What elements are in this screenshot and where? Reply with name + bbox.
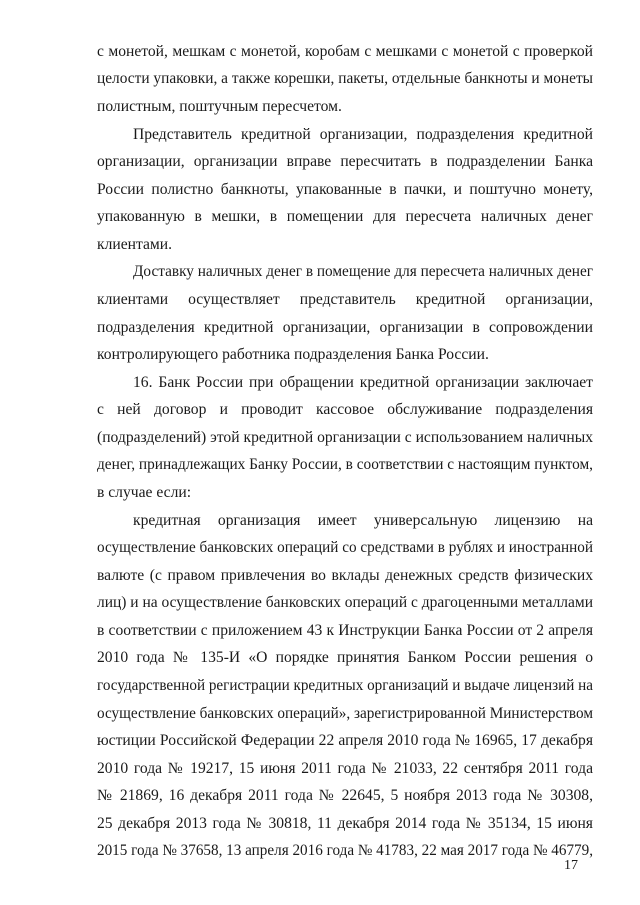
text-line: с ней договор и проводит кассовое обслуживание подразделения bbox=[97, 401, 593, 418]
text-line: денег, принадлежащих Банку России, в соответствии с настоящим пунктом, bbox=[97, 456, 594, 473]
text-line: 2010 года № 135-И «О порядке принятия Банком России решения о bbox=[97, 649, 593, 666]
text-line: 16. Банк России при обращении кредитной организации заключает bbox=[133, 374, 593, 391]
text-line: лиц) и на осуществление банковских операций с драгоценными металлами bbox=[97, 594, 593, 611]
text-line: 2010 года № 19217, 15 июня 2011 года № 21033, 22 сентября 2011 года bbox=[97, 760, 593, 777]
text-line: упакованную в мешки, в помещении для пересчета наличных денег bbox=[97, 208, 593, 225]
text-line: 25 декабря 2013 года № 30818, 11 декабря 2014 года № 35134, 15 июня bbox=[97, 815, 593, 832]
page-number: 17 bbox=[564, 858, 578, 873]
text-line: организации, организации вправе пересчитать в подразделении Банка bbox=[97, 153, 593, 170]
text-line: валюте (с правом привлечения во вклады денежных средств физических bbox=[97, 567, 593, 584]
text-line: кредитная организация имеет универсальную лицензию на bbox=[133, 512, 593, 529]
text-line: № 21869, 16 декабря 2011 года № 22645, 5 ноября 2013 года № 30308, bbox=[97, 787, 593, 804]
text-line: России полистно банкноты, упакованные в пачки, и поштучно монету, bbox=[97, 181, 593, 198]
text-line: (подразделений) этой кредитной организации с использованием наличных bbox=[97, 429, 593, 446]
text-line: 2015 года № 37658, 13 апреля 2016 года № 41783, 22 мая 2017 года № 46779, bbox=[97, 842, 594, 859]
text-line: осуществление банковских операций со средствами в рублях и иностранной bbox=[97, 539, 594, 556]
text-line: контролирующего работника подразделения Банка России. bbox=[97, 346, 489, 363]
text-line: подразделения кредитной организации, организации в сопровождении bbox=[97, 319, 593, 336]
text-line: клиентами. bbox=[97, 236, 173, 253]
text-line: Доставку наличных денег в помещение для пересчета наличных денег bbox=[133, 263, 594, 280]
text-line: клиентами осуществляет представитель кредитной организации, bbox=[97, 291, 593, 308]
text-line: в случае если: bbox=[97, 484, 192, 501]
text-line: в соответствии с приложением 43 к Инструкции Банка России от 2 апреля bbox=[97, 622, 593, 639]
text-line: юстиции Российской Федерации 22 апреля 2010 года № 16965, 17 декабря bbox=[97, 732, 593, 749]
text-line: осуществление банковских операций», зарегистрированной Министерством bbox=[97, 705, 593, 722]
text-line: с монетой, мешкам с монетой, коробам с мешками с монетой с проверкой bbox=[97, 43, 593, 60]
text-line: Представитель кредитной организации, подразделения кредитной bbox=[133, 126, 593, 143]
text-line: целости упаковки, а также корешки, пакеты, отдельные банкноты и монеты bbox=[97, 70, 594, 87]
text-line: полистным, поштучным пересчетом. bbox=[97, 98, 342, 115]
text-line: государственной регистрации кредитных организаций и выдаче лицензий на bbox=[97, 677, 593, 694]
